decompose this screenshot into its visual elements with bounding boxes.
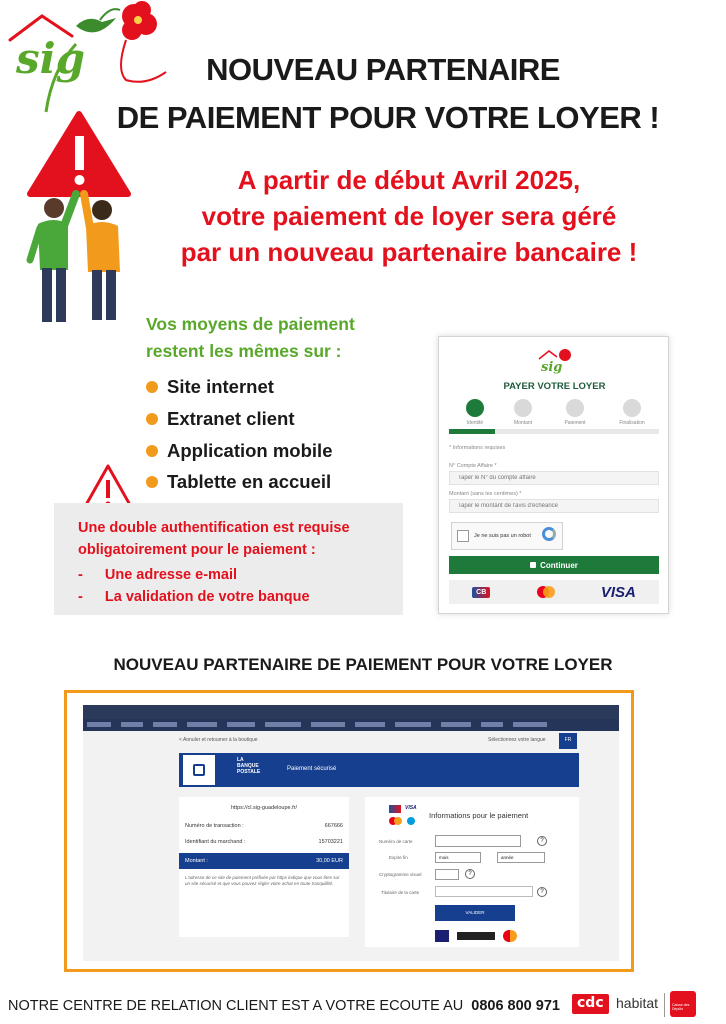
bank-name-line1: LA xyxy=(237,757,244,763)
visa-card-icon: VISA xyxy=(600,583,636,601)
amount-row xyxy=(179,853,349,869)
amount-input[interactable] xyxy=(449,499,659,513)
mock-payment-form xyxy=(438,336,669,614)
auth-requirement xyxy=(78,567,237,583)
step-finalisation[interactable] xyxy=(615,399,649,426)
payment-means-item-label: Application mobile xyxy=(167,440,333,461)
holder-label: Titulaire de la carte xyxy=(381,890,420,895)
secure-lock-icon xyxy=(183,755,215,785)
bank-logo xyxy=(237,757,260,775)
logo-divider xyxy=(664,993,665,1017)
announcement-line3: par un nouveau partenaire bancaire ! xyxy=(180,237,638,267)
main-title-line2: DE PAIEMENT POUR VOTRE LOYER ! xyxy=(116,100,660,135)
payment-means-item-label: Site internet xyxy=(167,376,274,397)
secure-payment-label: Paiement sécurisé xyxy=(287,766,337,772)
caisse-des-depots-text: Caisse des Dépôts xyxy=(672,1003,690,1011)
bank-banner xyxy=(179,753,579,787)
lock-icon xyxy=(530,562,536,568)
cdc-logo-badge: cdc xyxy=(572,994,609,1014)
section-title: NOUVEAU PARTENAIRE DE PAIEMENT POUR VOTRE LOYER xyxy=(113,655,613,674)
bullet-dot-icon xyxy=(146,445,158,457)
account-number-input[interactable] xyxy=(449,471,659,485)
card-logos-row xyxy=(449,580,659,604)
step-label: Montant xyxy=(513,420,533,426)
announcement-line2: votre paiement de loyer sera géré xyxy=(201,201,617,231)
merchant-url: https://cl.sig-guadeloupe.fr/ xyxy=(230,805,298,811)
payment-means-item-label: Extranet client xyxy=(167,408,295,429)
continue-button[interactable] xyxy=(449,556,659,574)
cvv-help-icon[interactable]: ? xyxy=(465,869,475,879)
expiry-year-select[interactable] xyxy=(497,852,545,863)
cb-card-icon: CB xyxy=(472,587,490,598)
cvv-label: Cryptogramme visuel xyxy=(379,872,422,877)
auth-notice-line1: Une double authentification est requise xyxy=(78,520,350,536)
field1-label: N° Compte Affaire * xyxy=(449,463,497,469)
holder-input[interactable] xyxy=(435,886,533,897)
amount-value: 30,00 EUR xyxy=(316,858,343,864)
auth-requirement xyxy=(78,589,310,605)
auth-requirement-label: Une adresse e-mail xyxy=(104,567,238,583)
payment-means-intro-2: restent les mêmes sur : xyxy=(146,341,342,361)
cdc-habitat-logo xyxy=(572,991,720,1019)
bullet-dot-icon xyxy=(146,413,158,425)
payment-means-item-label: Tablette en accueil xyxy=(167,471,332,492)
payment-means-item xyxy=(146,471,331,493)
card-form-title: Informations pour le paiement xyxy=(429,811,529,820)
dash-marker: - xyxy=(78,567,83,583)
payment-means-intro-1: Vos moyens de paiement xyxy=(146,314,355,334)
auth-notice-line2: obligatoirement pour le paiement : xyxy=(78,542,316,558)
recaptcha-icon xyxy=(542,527,556,541)
cb-secure-icon xyxy=(457,932,495,940)
footer-text: NOTRE CENTRE DE RELATION CLIENT EST A VOTRE ECOUTE AU xyxy=(8,998,464,1014)
sig-mini-logo-icon xyxy=(535,347,575,375)
payment-means-item xyxy=(146,376,274,398)
step-amount[interactable] xyxy=(511,399,535,426)
security-badges xyxy=(435,929,525,943)
mastercard-idcheck-icon xyxy=(503,930,517,942)
dash-marker: - xyxy=(78,589,83,605)
merchant-id-value: 15703221 xyxy=(318,839,343,845)
recaptcha-label: Je ne suis pas un robot xyxy=(474,533,531,539)
bullet-dot-icon xyxy=(146,476,158,488)
footer-contact xyxy=(8,998,560,1014)
back-to-shop-link[interactable]: < Annuler et retourner à la boutique xyxy=(179,737,258,743)
payment-means-item xyxy=(146,408,295,430)
habitat-wordmark: habitat xyxy=(616,995,659,1011)
mastercard-icon xyxy=(537,586,555,598)
payment-means-item xyxy=(146,440,332,462)
order-summary xyxy=(179,797,349,937)
bullet-dot-icon xyxy=(146,381,158,393)
step-label: Identité xyxy=(466,420,484,426)
caisse-des-depots-logo xyxy=(670,991,696,1017)
language-label: Sélectionnez votre langue xyxy=(488,737,546,743)
amount-step-icon xyxy=(514,399,532,417)
finalisation-step-icon xyxy=(623,399,641,417)
expiry-month-select[interactable] xyxy=(435,852,481,863)
card-number-help-icon[interactable]: ? xyxy=(537,836,547,846)
card-number-label: Numéro de carte xyxy=(379,839,413,844)
language-select[interactable]: FR xyxy=(559,733,577,749)
footer-phone[interactable]: 0806 800 971 xyxy=(471,998,560,1014)
sig-logo-text: sig xyxy=(16,34,85,83)
year-option: année xyxy=(501,855,514,860)
browser-address-bar xyxy=(83,705,619,719)
auth-notice-box xyxy=(54,503,403,615)
security-disclaimer: L'adresse de ce site de paiement préfixée par https indique que vous êtes sur un site sécurisé et que vous pouvez régler votre achat en toute tranquillité. xyxy=(185,875,340,886)
merchant-id-label: Identifiant du marchand : xyxy=(185,839,246,845)
expiry-label: Expire fin xyxy=(389,855,408,860)
step-progress-bar xyxy=(449,429,659,434)
holder-help-icon[interactable]: ? xyxy=(537,887,547,897)
announcement-line1: A partir de début Avril 2025, xyxy=(237,165,581,195)
step-label: Finalisation xyxy=(619,420,645,426)
bank-payment-screenshot xyxy=(64,690,634,972)
svg-text:sig: sig xyxy=(541,360,563,375)
payment-step-icon xyxy=(566,399,584,417)
recaptcha-checkbox[interactable] xyxy=(457,530,469,542)
step-identity[interactable] xyxy=(463,399,487,426)
step-payment[interactable] xyxy=(563,399,587,426)
amount-label: Montant : xyxy=(185,858,208,864)
card-payment-form xyxy=(365,797,579,947)
step-label: Paiement xyxy=(564,420,586,426)
cvv-input[interactable] xyxy=(435,869,459,880)
main-title-line1: NOUVEAU PARTENAIRE xyxy=(206,52,560,87)
card-brands-icon: VISA xyxy=(389,805,423,827)
lock-step-icon xyxy=(466,399,484,417)
field2-label: Montant (sans les centimes) * xyxy=(449,491,522,497)
step-progress-fill xyxy=(449,429,495,434)
browser-bookmarks-bar xyxy=(83,719,619,731)
bank-name-line3: POSTALE xyxy=(237,769,261,775)
mock-form-title: PAYER VOTRE LOYER xyxy=(503,381,606,392)
validate-button[interactable]: VALIDER xyxy=(435,905,515,921)
auth-requirement-label: La validation de votre banque xyxy=(104,589,310,605)
bank-name-line2: BANQUE xyxy=(237,763,259,769)
transaction-label: Numéro de transaction : xyxy=(185,823,244,829)
transaction-value: 667666 xyxy=(324,823,343,829)
visa-secure-icon xyxy=(435,930,449,942)
month-option: mois xyxy=(439,855,449,860)
continue-label: Continuer xyxy=(540,560,578,570)
required-info-note: * Informations requises xyxy=(449,445,506,451)
card-number-input[interactable] xyxy=(435,835,521,847)
bank-page-content xyxy=(83,731,619,961)
recaptcha-box[interactable] xyxy=(451,522,563,550)
